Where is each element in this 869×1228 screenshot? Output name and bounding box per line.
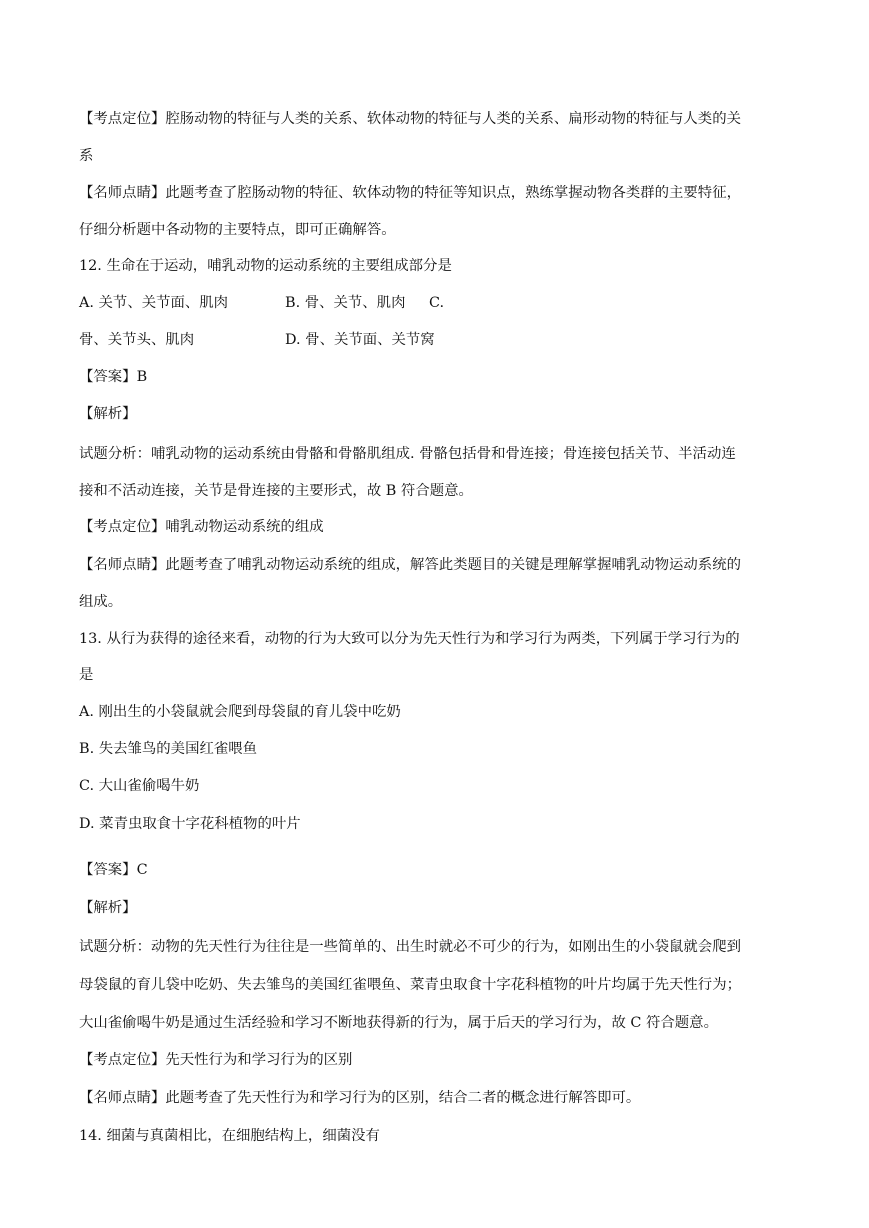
- q13-analysis-line-3: 大山雀偷喝牛奶是通过生活经验和学习不断地获得新的行为，属于后天的学习行为，故 C 符合题意。: [79, 1015, 718, 1031]
- q13-option-c: C. 大山雀偷喝牛奶: [79, 778, 200, 794]
- q12-comment-line-2: 组成。: [79, 594, 123, 610]
- q13-stem-line-1: 13. 从行为获得的途径来看，动物的行为大致可以分为先天性行为和学习行为两类，下列属于学习行为的: [79, 631, 740, 647]
- q12-option-c-start: C.: [429, 295, 445, 311]
- q12-option-c-end: 骨、关节头、肌肉: [79, 332, 195, 348]
- q12-point: 【考点定位】哺乳动物运动系统的组成: [79, 519, 324, 535]
- q12-answer: 【答案】B: [79, 369, 148, 385]
- q12-option-b: B. 骨、关节、肌肉: [285, 295, 406, 311]
- q13-point: 【考点定位】先天性行为和学习行为的区别: [79, 1052, 353, 1068]
- q13-option-a: A. 刚出生的小袋鼠就会爬到母袋鼠的育儿袋中吃奶: [79, 704, 401, 720]
- q11-point-line-1: 【考点定位】腔肠动物的特征与人类的关系、软体动物的特征与人类的关系、扁形动物的特征与人类的关: [79, 111, 741, 127]
- q12-stem: 12. 生命在于运动，哺乳动物的运动系统的主要组成部分是: [79, 258, 452, 274]
- q11-comment-line-1: 【名师点睛】此题考查了腔肠动物的特征、软体动物的特征等知识点，熟练掌握动物各类群的主要特征，: [79, 185, 741, 201]
- q14-stem: 14. 细菌与真菌相比，在细胞结构上，细菌没有: [79, 1128, 380, 1144]
- q11-comment-line-2: 仔细分析题中各动物的主要特点，即可正确解答。: [79, 222, 396, 238]
- q13-stem-line-2: 是: [79, 667, 94, 683]
- q12-option-a: A. 关节、关节面、肌肉: [79, 295, 229, 311]
- q13-comment: 【名师点睛】此题考查了先天性行为和学习行为的区别，结合二者的概念进行解答即可。: [79, 1090, 641, 1106]
- q13-analysis-line-2: 母袋鼠的育儿袋中吃奶、失去雏鸟的美国红雀喂鱼、菜青虫取食十字花科植物的叶片均属于先天性行为；: [79, 977, 741, 993]
- q11-point-line-2: 系: [79, 148, 94, 164]
- q12-analysis-title: 【解析】: [79, 406, 137, 422]
- q13-answer: 【答案】C: [79, 862, 148, 878]
- q13-analysis-title: 【解析】: [79, 900, 137, 916]
- q13-analysis-line-1: 试题分析：动物的先天性行为往往是一些简单的、出生时就必不可少的行为，如刚出生的小袋鼠就会爬到: [79, 939, 741, 955]
- q12-comment-line-1: 【名师点睛】此题考查了哺乳动物运动系统的组成，解答此类题目的关键是理解掌握哺乳动物运动系统的: [79, 557, 741, 573]
- q13-option-b: B. 失去雏鸟的美国红雀喂鱼: [79, 741, 258, 757]
- q13-option-d: D. 菜青虫取食十字花科植物的叶片: [79, 816, 301, 832]
- q12-analysis-line-1: 试题分析：哺乳动物的运动系统由骨骼和骨骼肌组成. 骨骼包括骨和骨连接；骨连接包括关节、半活动连: [79, 446, 736, 462]
- q12-analysis-line-2: 接和不活动连接，关节是骨连接的主要形式，故 B 符合题意。: [79, 483, 473, 499]
- q12-option-d: D. 骨、关节面、关节窝: [285, 332, 435, 348]
